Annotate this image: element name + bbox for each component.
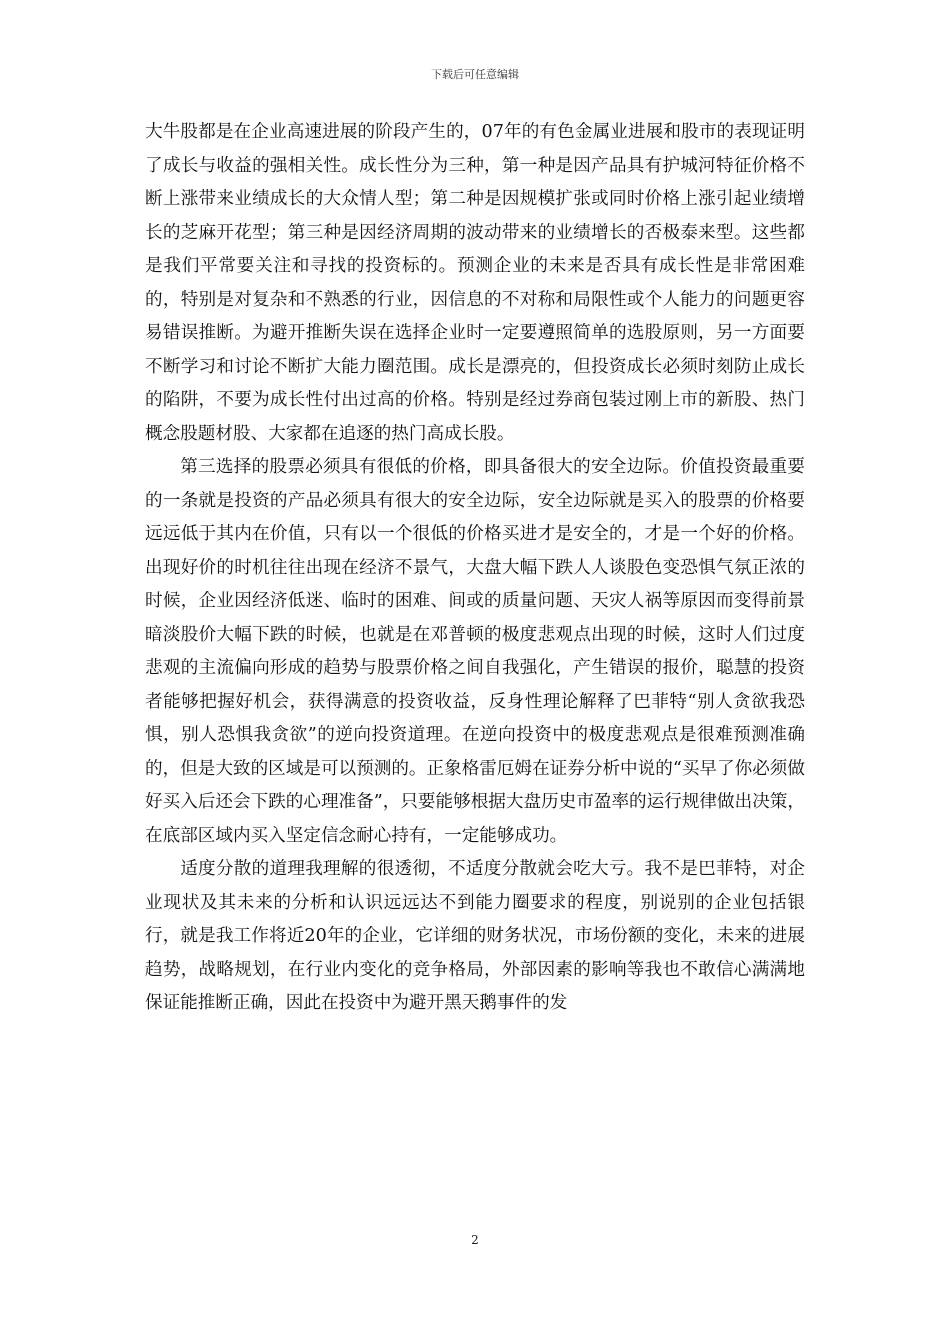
page-number: 2 [471,1233,479,1247]
paragraph-2: 第三选择的股票必须具有很低的价格，即具备很大的安全边际。价值投资最重要的一条就是投资的产品必须具有很大的安全边际，安全边际就是买入的股票的价格要远远低于其内在价值，只有以一个很低的价格买进才是安全的，才是一个好的价格。出现好价的时机往往出现在经济不景气，大盘大幅下跌人人谈股色变恐惧气氛正浓的时候，企业因经济低迷、临时的困难、间或的质量问题、天灾人祸等原因而变得前景暗淡股价大幅下跌的时候，也就是在邓普顿的极度悲观点出现的时候，这时人们过度悲观的主流偏向形成的趋势与股票价格之间自我强化，产生错误的报价，聪慧的投资者能够把握好机会，获得满意的投资收益，反身性理论解释了巴菲特“别人贪欲我恐惧，别人恐惧我贪欲”的逆向投资道理。在逆向投资中的极度悲观点是很难预测准确的，但是大致的区域是可以预测的。正象格雷厄姆在证券分析中说的“买早了你必须做好买入后还会下跌的心理准备”，只要能够根据大盘历史市盈率的运行规律做出决策，在底部区域内买入坚定信念耐心持有，一定能够成功。 [145,457,805,846]
paragraph-3: 适度分散的道理我理解的很透彻，不适度分散就会吃大亏。我不是巴菲特，对企业现状及其未来的分析和认识远远达不到能力圈要求的程度，别说别的企业包括银行，就是我工作将近20年的企业，它详细的财务状况，市场份额的变化，未来的进展趋势，战略规划，在行业内变化的竞争格局，外部因素的影响等我也不敢信心满满地保证能推断正确，因此在投资中为避开黑天鹅事件的发 [145,859,805,1013]
paragraph-1: 大牛股都是在企业高速进展的阶段产生的，07年的有色金属业进展和股市的表现证明了成长与收益的强相关性。成长性分为三种，第一种是因产品具有护城河特征价格不断上涨带来业绩成长的大众情人型；第二种是因规模扩张或同时价格上涨引起业绩增长的芝麻开花型；第三种是因经济周期的波动带来的业绩增长的否极泰来型。这些都是我们平常要关注和寻找的投资标的。预测企业的未来是否具有成长性是非常困难的，特别是对复杂和不熟悉的行业，因信息的不对称和局限性或个人能力的问题更容易错误推断。为避开推断失误在选择企业时一定要遵照简单的选股原则，另一方面要不断学习和讨论不断扩大能力圈范围。成长是漂亮的，但投资成长必须时刻防止成长的陷阱，不要为成长性付出过高的价格。特别是经过券商包装过刚上市的新股、热门概念股题材股、大家都在追逐的热门高成长股。 [145,122,805,444]
document-body [145,116,805,1021]
page-header: 下载后可任意编辑 [431,68,519,81]
